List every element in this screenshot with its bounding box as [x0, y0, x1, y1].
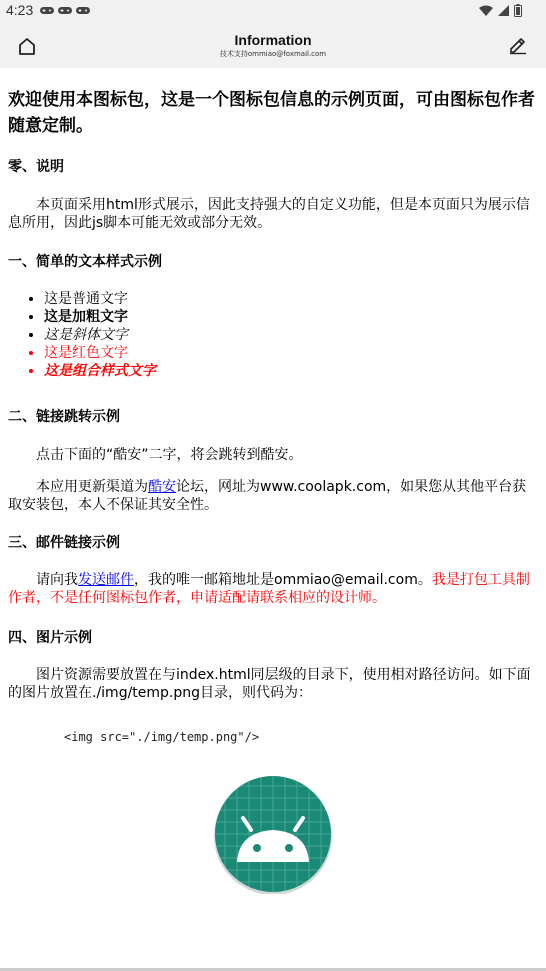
list-item-plain: • 这是普通文字	[44, 290, 156, 308]
signal-icon	[498, 5, 509, 16]
gamepad-icon	[40, 6, 54, 15]
code-sample: <img src="./img/temp.png"/>	[64, 730, 260, 744]
status-indicators	[479, 4, 522, 17]
list-item-bold: • 这是加粗文字	[44, 308, 156, 326]
section-title-2: 二、链接跳转示例	[8, 409, 120, 425]
style-list	[8, 290, 156, 380]
section-text-2a: 点击下面的“酷安”二字，将会跳转到酷安。	[36, 447, 303, 463]
section-text-2b: 本应用更新渠道为酷安论坛，网址为www.coolapk.com，如果您从其他平台获取安装包，本人不保证其安全性。	[8, 479, 527, 513]
section-title-1: 一、简单的文本样式示例	[8, 254, 162, 270]
section-text-4: 图片资源需要放置在与index.html同层级的目录下，使用相对路径访问。如下面的图片放置在./img/temp.png目录，则代码为：	[8, 667, 531, 701]
page-subtitle: 技术支持ommiao@foxmail.com	[219, 50, 327, 58]
gamepad-icon	[58, 6, 72, 15]
section-title-0: 零、说明	[8, 159, 64, 175]
wifi-icon	[479, 5, 493, 16]
gamepad-icon	[76, 6, 90, 15]
edit-icon[interactable]	[508, 35, 528, 55]
app-bar	[0, 22, 546, 68]
section-title-3: 三、邮件链接示例	[8, 535, 120, 551]
content-area	[8, 68, 538, 744]
page-title: Information	[234, 32, 312, 48]
section-text-3: 请向我发送邮件，我的唯一邮箱地址是ommiao@email.com。我是打包工具制作者，不是任何图标包作者，申请适配请联系相应的设计师。	[8, 572, 530, 606]
battery-icon	[514, 4, 522, 17]
status-time: 4:23	[6, 2, 34, 18]
android-logo-image	[213, 774, 333, 894]
list-item-combined: • 这是组合样式文字	[44, 362, 156, 380]
coolapk-link[interactable]: 酷安	[148, 479, 176, 495]
intro-heading: 欢迎使用本图标包，这是一个图标包信息的示例页面，可由图标包作者随意定制。	[8, 90, 535, 136]
section-text-0: 本页面采用html形式展示，因此支持强大的自定义功能，但是本页面只为展示信息所用，因此js脚本可能无效或部分无效。	[8, 197, 530, 231]
list-item-italic: • 这是斜体文字	[44, 326, 156, 344]
status-bar	[0, 0, 546, 22]
list-item-red: • 这是红色文字	[44, 344, 156, 362]
section-title-4: 四、图片示例	[8, 630, 92, 646]
send-mail-link[interactable]: 发送邮件	[78, 572, 134, 588]
